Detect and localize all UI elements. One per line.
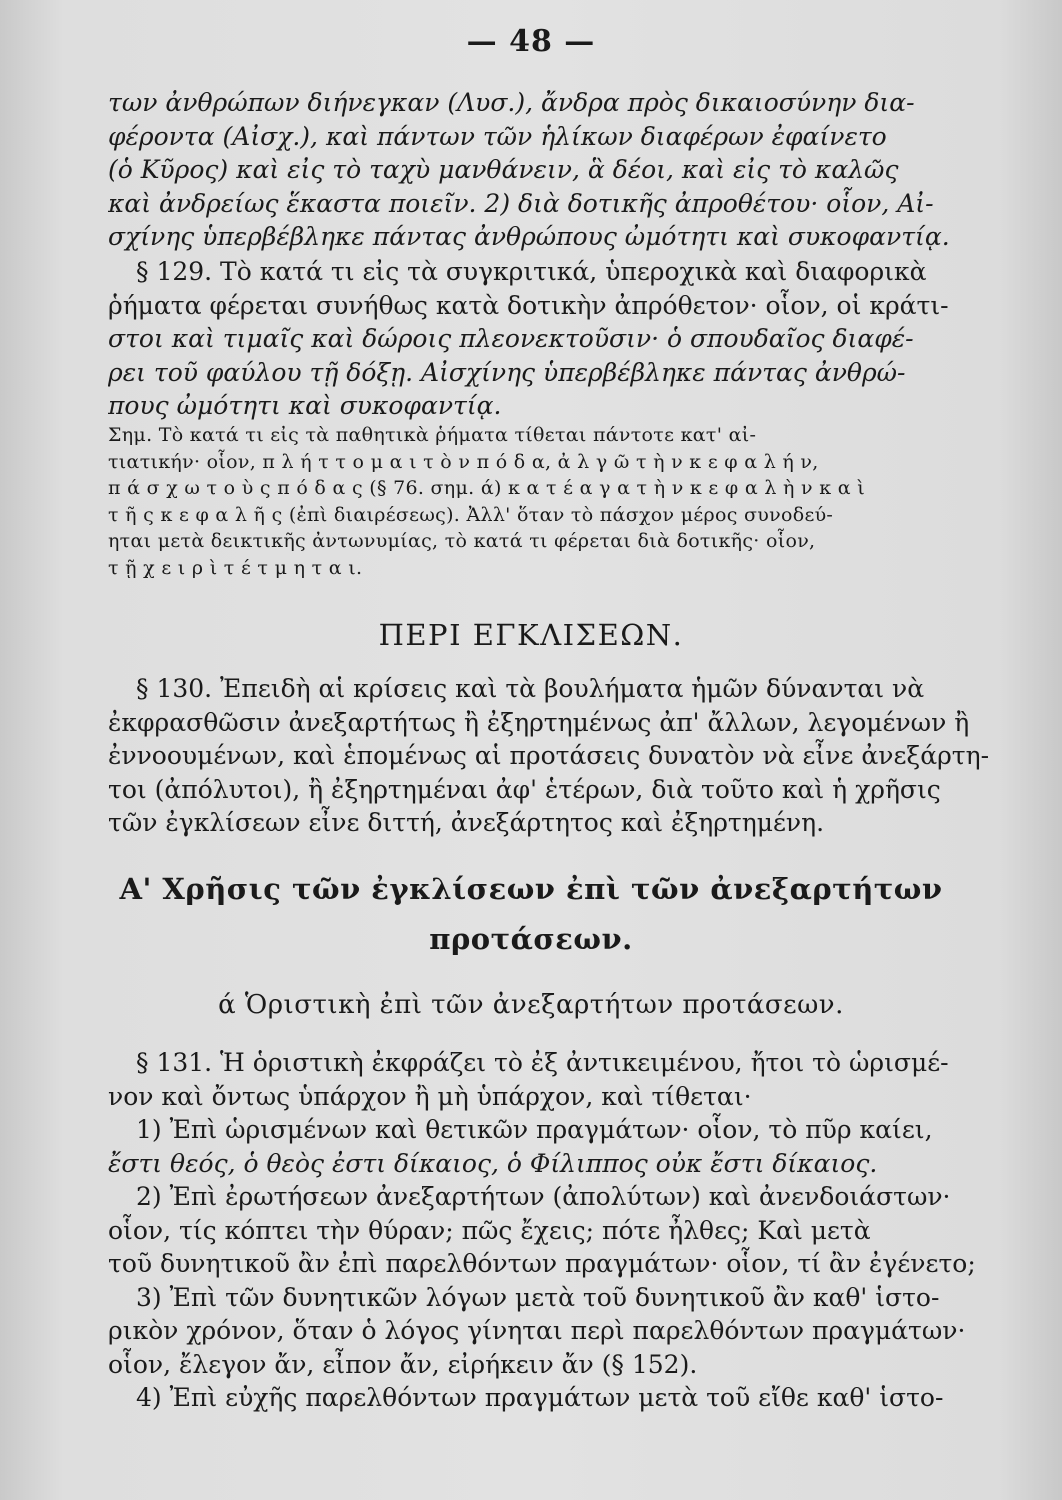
text-line: τῶν ἐγκλίσεων εἶνε διττή, ἀνεξάρτητος καὶ ἐξηρτημένη. bbox=[108, 808, 825, 837]
text-line: οἷον, ἔλεγον ἄν, εἶπον ἄν, εἰρήκειν ἄν (§ 152). bbox=[108, 1349, 698, 1379]
note-line: π ά σ χ ω τ ο ὺ ς π ό δ α ς (§ 76. σημ. ά) κ α τ έ α γ α τ ὴ ν κ ε φ α λ ὴ ν κ α ὶ bbox=[108, 477, 865, 499]
text-line: (ὁ Κῦρος) καὶ εἰς τὸ ταχὺ μανθάνειν, ἃ δέοι, καὶ εἰς τὸ καλῶς bbox=[108, 155, 899, 184]
text-line: φέροντα (Αἰσχ.), καὶ πάντων τῶν ἡλίκων διαφέρων ἐφαίνετο bbox=[108, 121, 887, 151]
note-line: τιατικήν· οἷον, π λ ή τ τ ο μ α ι τ ὸ ν π ό δ α, ἀ λ γ ῶ τ ὴ ν κ ε φ α λ ή ν, bbox=[108, 450, 819, 473]
text-line: πους ὠμότητι καὶ συκοφαντίᾳ. bbox=[108, 391, 502, 420]
note-line: τ ῆ ς κ ε φ α λ ῆ ς (ἐπὶ διαιρέσεως). Ἀλλ' ὅταν τὸ πάσχον μέρος συνοδεύ- bbox=[108, 503, 834, 526]
paragraph-131 bbox=[108, 1046, 1028, 1415]
subsection-heading-line1: Α' Χρῆσις τῶν ἐγκλίσεων ἐπὶ τῶν ἀνεξαρτήτων bbox=[119, 872, 943, 906]
text-line: οἷον, τίς κόπτει τὴν θύραν; πῶς ἔχεις; πότε ἦλθες; Καὶ μετὰ bbox=[108, 1215, 871, 1245]
text-line: 4) Ἐπὶ εὐχῆς παρελθόντων πραγμάτων μετὰ τοῦ εἴθε καθ' ἱστο- bbox=[136, 1383, 944, 1412]
text-line: στοι καὶ τιμαῖς καὶ δώροις πλεονεκτοῦσιν· ὁ σπουδαῖος διαφέ- bbox=[108, 324, 914, 353]
text-line: σχίνης ὑπερβέβληκε πάντας ἀνθρώπους ὠμότητι καὶ συκοφαντίᾳ. bbox=[108, 222, 950, 251]
sub-subsection-heading: ά Ὁριστικὴ ἐπὶ τῶν ἀνεξαρτήτων προτάσεων. bbox=[218, 990, 844, 1020]
paragraph-129 bbox=[108, 255, 1028, 423]
text-line: § 131. Ἡ ὁριστικὴ ἐκφράζει τὸ ἐξ ἀντικειμένου, ἤτοι τὸ ὡρισμέ- bbox=[136, 1048, 949, 1077]
text-line: ρικὸν χρόνον, ὅταν ὁ λόγος γίνηται περὶ παρελθόντων πραγμάτων· bbox=[108, 1316, 966, 1345]
text-line: 1) Ἐπὶ ὡρισμένων καὶ θετικῶν πραγμάτων· οἷον, τὸ πῦρ καίει, bbox=[136, 1115, 933, 1144]
text-line: νον καὶ ὄντως ὑπάρχον ἢ μὴ ὑπάρχον, καὶ τίθεται· bbox=[108, 1081, 752, 1111]
text-line: ῥήματα φέρεται συνήθως κατὰ δοτικὴν ἀπρόθετον· οἷον, οἱ κράτι- bbox=[108, 290, 949, 320]
note-line: ηται μετὰ δεικτικῆς ἀντωνυμίας, τὸ κατά τι φέρεται διὰ δοτικῆς· οἷον, bbox=[108, 530, 816, 552]
text-line: § 129. Τὸ κατά τι εἰς τὰ συγκριτικά, ὑπεροχικὰ καὶ διαφορικὰ bbox=[136, 257, 927, 286]
page-number: — 48 — bbox=[466, 24, 596, 59]
text-line: 2) Ἐπὶ ἐρωτήσεων ἀνεξαρτήτων (ἀπολύτων) καὶ ἀνενδοιάστων· bbox=[136, 1182, 951, 1211]
text-line: τοι (ἀπόλυτοι), ἢ ἐξηρτημέναι ἀφ' ἑτέρων, διὰ τοῦτο καὶ ἡ χρῆσις bbox=[108, 774, 941, 804]
note-block bbox=[108, 422, 1028, 581]
text-line: ρει τοῦ φαύλου τῇ δόξῃ. Αἰσχίνης ὑπερβέβληκε πάντας ἀνθρώ- bbox=[108, 357, 906, 387]
text-line: 3) Ἐπὶ τῶν δυνητικῶν λόγων μετὰ τοῦ δυνητικοῦ ἂν καθ' ἱστο- bbox=[136, 1282, 940, 1312]
text-line: των ἀνθρώπων διήνεγκαν (Λυσ.), ἄνδρα πρὸς δικαιοσύνην δια- bbox=[108, 88, 915, 117]
text-line: ἐκφρασθῶσιν ἀνεξαρτήτως ἢ ἐξηρτημένως ἀπ' ἄλλων, λεγομένων ἢ bbox=[108, 707, 970, 737]
paragraph-130 bbox=[108, 672, 1028, 840]
note-line: τ ῇ χ ε ι ρ ὶ τ έ τ μ η τ α ι. bbox=[108, 556, 363, 579]
text-line: ἔστι θεός, ὁ θεὸς ἐστι δίκαιος, ὁ Φίλιππος οὐκ ἔστι δίκαιος. bbox=[108, 1148, 878, 1178]
text-line: τοῦ δυνητικοῦ ἂν ἐπὶ παρελθόντων πραγμάτων· οἷον, τί ἂν ἐγένετο; bbox=[108, 1249, 976, 1278]
text-line: καὶ ἀνδρείως ἕκαστα ποιεῖν. 2) διὰ δοτικῆς ἀπροθέτου· οἷον, Αἰ- bbox=[108, 188, 934, 218]
text-line: ἐννοουμένων, καὶ ἑπομένως αἱ προτάσεις δυνατὸν νὰ εἶνε ἀνεξάρτη- bbox=[108, 741, 990, 770]
text-line: § 130. Ἐπειδὴ αἱ κρίσεις καὶ τὰ βουλήματα ἡμῶν δύνανται νὰ bbox=[136, 674, 925, 703]
subsection-heading-line2: προτάσεων. bbox=[429, 922, 633, 956]
note-line: Σημ. Τὸ κατά τι εἰς τὰ παθητικὰ ῥήματα τίθεται πάντοτε κατ' αἰ- bbox=[108, 424, 757, 446]
paragraph-continuation bbox=[108, 86, 1028, 254]
section-heading: ΠΕΡΙ ΕΓΚΛΙΣΕΩΝ. bbox=[378, 618, 684, 652]
